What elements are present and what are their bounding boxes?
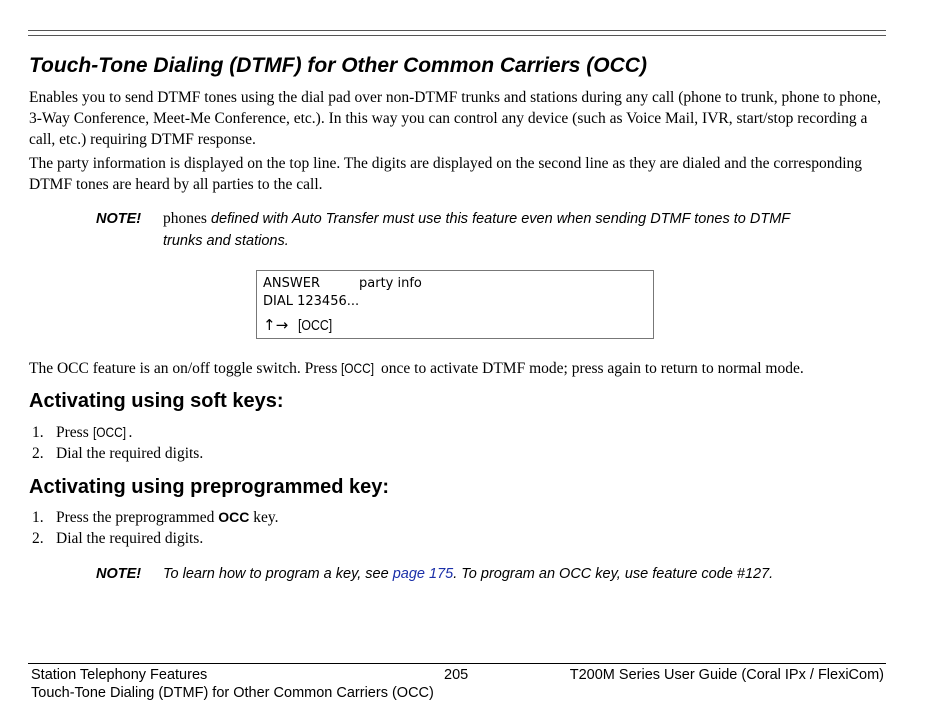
step-text: Press the preprogrammed [56, 509, 219, 526]
phone-display-example [256, 270, 654, 339]
note-lead-word: phones [163, 210, 207, 227]
soft-keys-steps [29, 422, 203, 464]
step-text-end: key. [249, 509, 279, 526]
preprogrammed-key-steps [29, 507, 279, 549]
step-number: 1. [32, 424, 44, 441]
header-rule-bottom [28, 35, 886, 36]
section-title-preprogrammed-key: Activating using preprogrammed key: [29, 476, 390, 498]
note-auto-transfer [96, 208, 836, 252]
toggle-text-after: once to activate DTMF mode; press again to return to normal mode. [377, 360, 804, 377]
page-title: Touch-Tone Dialing (DTMF) for Other Common Carriers (OCC) [29, 54, 647, 77]
toggle-paragraph [29, 358, 889, 379]
display-line1-status: ANSWER [263, 276, 320, 291]
footer-guide-title: T200M Series User Guide (Coral IPx / FlexiCom) [569, 667, 884, 683]
display-line1-party: party info [359, 276, 422, 291]
occ-key-name: OCC [218, 509, 250, 525]
step-text: Press [56, 424, 93, 441]
footer-rule [28, 663, 886, 664]
page-number: 205 [444, 667, 469, 683]
step-text: Dial the required digits. [56, 530, 204, 547]
intro-paragraph: Enables you to send DTMF tones using the dial pad over non-DTMF trunks and stations during any call (phone to trunk, phone to phone, 3-Way Conference, Meet-Me Conference, etc.). In this way you can control any device (such as Voice Mail, IVR, start/stop recording a call, etc.) requiring DTMF response. [29, 89, 881, 148]
arrow-keys-icon: ↑→ [263, 316, 289, 334]
step-number: 2. [32, 445, 44, 462]
display-line2-digits: DIAL 123456... [263, 294, 360, 309]
list-item [29, 507, 279, 528]
step-text-end: . [128, 424, 133, 441]
step-text: Dial the required digits. [56, 445, 204, 462]
list-item [29, 443, 203, 464]
header-rule-top [28, 30, 886, 31]
display-description-paragraph: The party information is displayed on the top line. The digits are displayed on the second line as they are dialed and the corresponding DTMF tones are heard by all parties to the call. [29, 155, 863, 193]
display-softkey-line [263, 316, 339, 334]
page-175-link[interactable]: page 175 [392, 566, 454, 582]
note-label: NOTE! [96, 566, 142, 582]
step-number: 2. [32, 530, 44, 547]
list-item [29, 528, 279, 549]
note-body [163, 208, 823, 252]
note-body [163, 563, 923, 585]
note-text-after: . To program an OCC key, use feature code #127. [453, 566, 774, 582]
section-title-soft-keys: Activating using soft keys: [29, 390, 284, 412]
occ-softkey: [OCC] [297, 317, 332, 334]
note-label: NOTE! [96, 211, 142, 227]
step-number: 1. [32, 509, 44, 526]
occ-key-ref: [OCC] [92, 424, 126, 440]
note-text: defined with Auto Transfer must use this feature even when sending DTMF tones to DTMF trunks and stations. [163, 211, 790, 249]
footer-topic: Touch-Tone Dialing (DTMF) for Other Common Carriers (OCC) [31, 685, 434, 701]
toggle-text-before: The OCC feature is an on/off toggle switch. Press [29, 360, 342, 377]
note-text-before: To learn how to program a key, see [163, 566, 393, 582]
list-item [29, 422, 203, 443]
occ-key-ref: [OCC] [341, 360, 375, 376]
note-program-key [96, 563, 896, 585]
footer-section: Station Telephony Features [31, 667, 208, 683]
